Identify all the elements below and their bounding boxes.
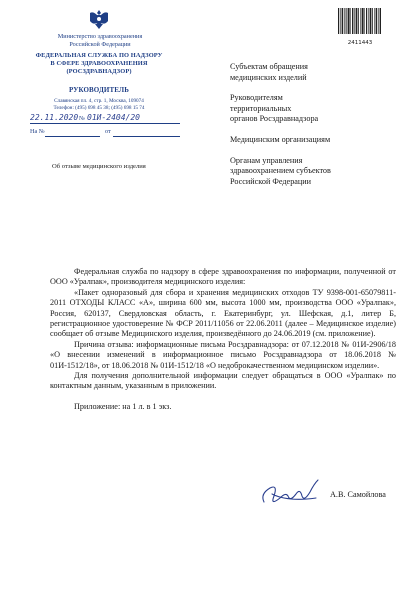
agency-line: ФЕДЕРАЛЬНАЯ СЛУЖБА ПО НАДЗОРУ [35, 52, 163, 59]
na-label: На № [30, 128, 45, 135]
recipient-line: органов Росздравнадзора [230, 114, 319, 124]
agency-name [24, 52, 174, 76]
recipient [230, 156, 400, 188]
recipient-line: территориальных [230, 103, 292, 113]
recipient [230, 135, 400, 146]
letter-subject: Об отзыве медицинского изделия [52, 163, 146, 170]
ot-underline [113, 136, 180, 137]
ot-label: от [105, 128, 111, 135]
number-handwritten: 01И-2404/20 [87, 113, 140, 122]
recipients-block [230, 62, 400, 187]
number-prefix: № [79, 115, 85, 122]
letter-body [50, 267, 396, 412]
recipient-line: здравоохранением субъектов [230, 166, 331, 176]
agency-address [24, 98, 174, 112]
signatory-name: А.В. Самойлова [330, 490, 386, 499]
ministry-line: Министерство здравоохранения [57, 33, 143, 40]
reference-line [30, 128, 180, 138]
paragraph-device: «Пакет одноразовый для сбора и хранения медицинских отходов ТУ 9398-001-65079811-2011 ОТХОДЫ КЛАСС «А», ширина 600 мм, высота 1000 мм, производства ООО «Уралпак», Россия, 620137, Свердловская область, г. Екатеринбург, ул. Шефская, д.1, литер Б, регистрационное удостоверение № ФСР 2011/11056 от 22.06.2011 (далее – Медицинское изделие) сообщает об отзыве Медицинского изделия, произведённого до 24.06.2019 (см. приложение). [50, 287, 396, 339]
attachment-note: Приложение: на 1 л. в 1 экз. [74, 401, 172, 411]
barcode-number: 2411443 [347, 40, 373, 46]
ministry-name [30, 33, 170, 49]
recipient-line: Субъектам обращения [230, 62, 308, 71]
recipient-line: Медицинским организациям [230, 134, 331, 144]
na-underline [45, 136, 100, 137]
barcode-icon [338, 8, 382, 34]
paragraph-contact: Для получения дополнительной информации следует обращаться в ООО «Уралпак» по контактным данным, указанным в приложении. [50, 371, 396, 391]
leadership-title: РУКОВОДИТЕЛЬ [69, 86, 129, 94]
handwritten-signature-icon [258, 472, 328, 512]
date-underline [30, 123, 180, 124]
date-handwritten: 22.11.2020 [30, 113, 79, 122]
document-barcode [338, 8, 382, 46]
agency-line: (РОСЗДРАВНАДЗОР) [66, 68, 132, 75]
address-line: Славянская пл. 4, стр. 1, Москва, 109074 [54, 98, 144, 104]
paragraph-reason: Причина отзыва: информационные письма Росздравнадзора: от 07.12.2018 № 01И-2906/18 «О внесении изменений в информационное письмо Росздравнадзора от 18.06.2018 № 01И-1512/18», от 18.06.2018 № 01И-1512/18 «О недоброкачественном медицинском изделии». [50, 339, 396, 370]
agency-line: В СФЕРЕ ЗДРАВООХРАНЕНИЯ [50, 60, 148, 67]
paragraph-intro: Федеральная служба по надзору в сфере здравоохранения по информации, полученной от ООО «Уралпак», производителя медицинского изделия: [50, 267, 396, 287]
ministry-line: Российской Федерации [69, 41, 131, 48]
recipient [230, 62, 400, 83]
recipient-line: Органам управления [230, 155, 303, 165]
address-line: Телефон: (495) 698 45 38; (495) 698 15 74 [53, 105, 145, 111]
state-emblem-icon [86, 6, 112, 32]
recipient [230, 93, 400, 125]
date-number-line [30, 113, 180, 125]
recipient-line: медицинских изделий [230, 72, 307, 82]
recipient-line: Руководителям [230, 93, 283, 103]
recipient-line: Российской Федерации [230, 176, 312, 186]
